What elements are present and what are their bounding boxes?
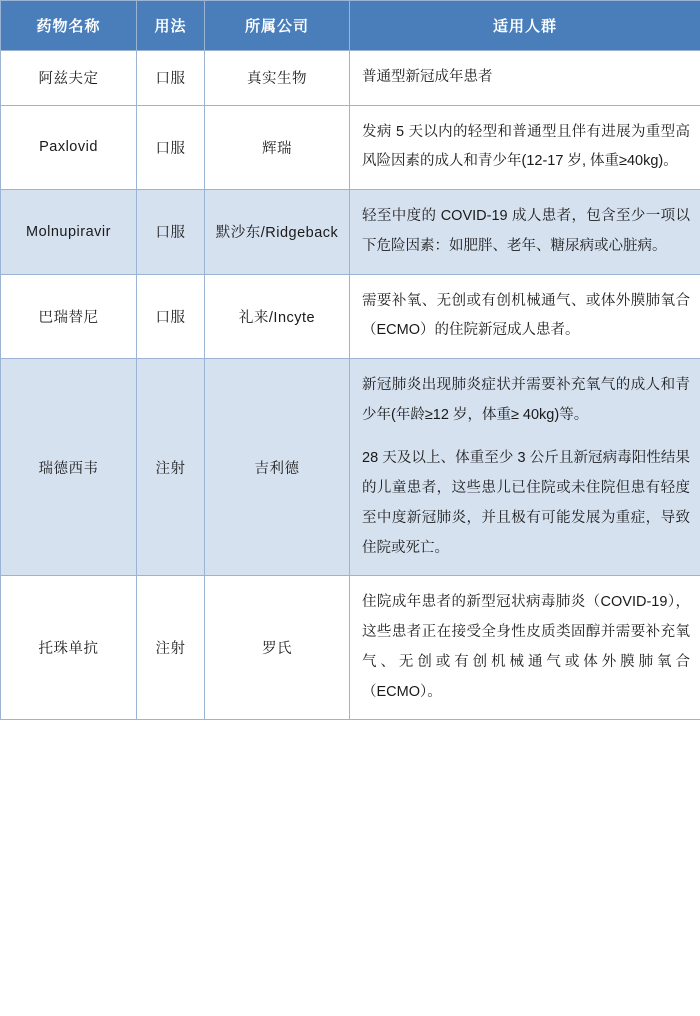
cell-company: 礼来/Incyte [205, 274, 350, 358]
cell-population [350, 576, 700, 720]
cell-company: 真实生物 [205, 51, 350, 106]
table-row [1, 105, 700, 189]
cell-population [350, 359, 700, 576]
cell-population [350, 105, 700, 189]
cell-drug-name: 托珠单抗 [1, 576, 137, 720]
cell-usage: 注射 [137, 576, 205, 720]
table-row [1, 190, 700, 274]
cell-company: 吉利德 [205, 359, 350, 576]
population-paragraph: 28 天及以上、体重至少 3 公斤且新冠病毒阳性结果的儿童患者，这些患儿已住院或未住院但患有轻度至中度新冠肺炎，并且极有可能发展为重症，导致住院或死亡。 [362, 450, 690, 556]
cell-population [350, 51, 700, 106]
table-row [1, 274, 700, 358]
population-paragraph: 住院成年患者的新型冠状病毒肺炎（COVID-19），这些患者正在接受全身性皮质类固醇并需要补充氧气、无创或有创机械通气或体外膜肺氧合（ECMO）。 [362, 594, 690, 700]
cell-drug-name: 阿兹夫定 [1, 51, 137, 106]
table-row [1, 576, 700, 720]
population-paragraph: 需要补氧、无创或有创机械通气、或体外膜肺氧合（ECMO）的住院新冠成人患者。 [362, 292, 690, 339]
column-header-population: 适用人群 [350, 1, 700, 51]
cell-company: 罗氏 [205, 576, 350, 720]
population-paragraph: 发病 5 天以内的轻型和普通型且伴有进展为重型高风险因素的成人和青少年(12-17 岁, 体重≥40kg)。 [362, 123, 690, 170]
cell-company: 默沙东/Ridgeback [205, 190, 350, 274]
cell-drug-name: 巴瑞替尼 [1, 274, 137, 358]
table-body [1, 51, 700, 720]
table-header-row [1, 1, 700, 51]
cell-usage: 口服 [137, 190, 205, 274]
column-header-usage: 用法 [137, 1, 205, 51]
population-paragraph: 新冠肺炎出现肺炎症状并需要补充氧气的成人和青少年(年龄≥12 岁，体重≥ 40kg)等。 [362, 377, 690, 423]
cell-drug-name: Molnupiravir [1, 190, 137, 274]
column-header-name: 药物名称 [1, 1, 137, 51]
column-header-company: 所属公司 [205, 1, 350, 51]
population-paragraph: 轻至中度的 COVID-19 成人患者，包含至少一项以下危险因素：如肥胖、老年、糖尿病或心脏病。 [362, 208, 690, 254]
cell-usage: 注射 [137, 359, 205, 576]
cell-usage: 口服 [137, 274, 205, 358]
cell-usage: 口服 [137, 105, 205, 189]
table-header [1, 1, 700, 51]
cell-drug-name: 瑞德西韦 [1, 359, 137, 576]
cell-population [350, 190, 700, 274]
population-paragraph: 普通型新冠成年患者 [362, 69, 493, 85]
cell-drug-name: Paxlovid [1, 105, 137, 189]
cell-population [350, 274, 700, 358]
cell-usage: 口服 [137, 51, 205, 106]
table-row [1, 359, 700, 576]
cell-company: 辉瑞 [205, 105, 350, 189]
table-row [1, 51, 700, 106]
